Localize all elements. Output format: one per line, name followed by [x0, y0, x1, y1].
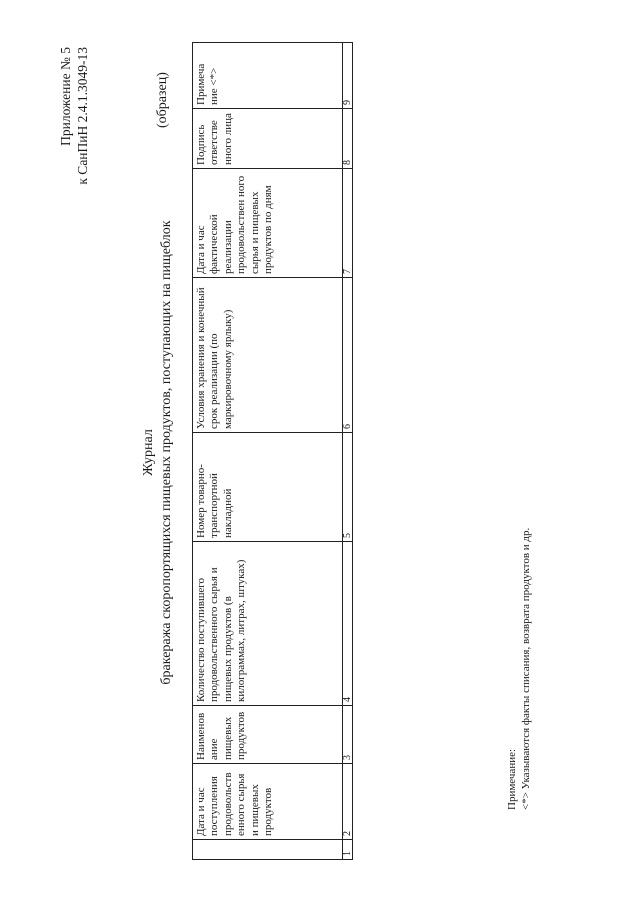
footnote-text: <*> Указываются факты списания, возврата продуктов и др. [520, 527, 533, 810]
appendix-number: Приложение № 5 [58, 47, 73, 146]
appendix-standard: к СанПиН 2.4.1.3049-13 [74, 47, 90, 185]
header-cell: Условия хранения и конечный срок реализации (по маркировочному ярлыку) [193, 278, 343, 433]
appendix-reference [58, 47, 92, 185]
number-cell: 4 [343, 542, 353, 706]
header-cell: Дата и час фактической реализации продовольствен ного сырья и пищевых продуктов по дням [193, 169, 343, 278]
number-cell: 5 [343, 433, 353, 542]
header-cell: Подпись ответстве нного лица [193, 109, 343, 169]
header-cell: Номер товарно-транспортной накладной [193, 433, 343, 542]
number-cell: 1 [343, 840, 353, 860]
number-cell: 9 [343, 43, 353, 109]
title-subject: бракеража скоропортящихся пищевых продуктов, поступающих на пищеблок [159, 220, 175, 685]
table-header-row [193, 43, 343, 860]
header-cell-blank [193, 840, 343, 860]
header-cell: Дата и час поступления продовольств енного сырья и пищевых продуктов [193, 764, 343, 840]
document-title [140, 45, 176, 860]
number-cell: 2 [343, 764, 353, 840]
number-cell: 3 [343, 706, 353, 764]
header-cell: Наименов ание пищевых продуктов [193, 706, 343, 764]
number-cell: 7 [343, 169, 353, 278]
footnote-heading: Примечание: [506, 748, 518, 810]
header-cell: Количество поступившего продовольственного сырья и пищевых продуктов (в килограммах, литрах, штуках) [193, 542, 343, 706]
footnote [505, 528, 534, 810]
table-number-row [343, 43, 353, 860]
number-cell: 6 [343, 278, 353, 433]
header-cell: Примеча ние <*> [193, 43, 343, 109]
sample-label: (образец) [155, 72, 170, 128]
title-journal: Журнал [141, 429, 156, 476]
number-cell: 8 [343, 109, 353, 169]
journal-table [192, 42, 353, 860]
